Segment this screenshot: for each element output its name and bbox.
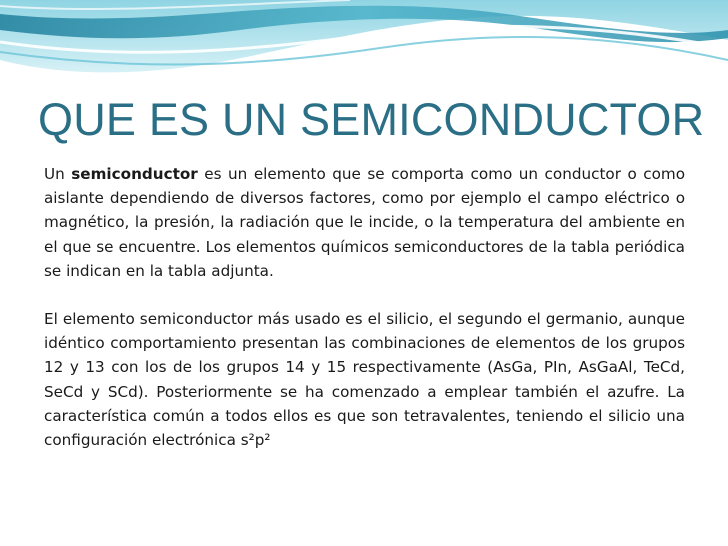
body-text: [44, 162, 685, 452]
paragraph-definition: [44, 162, 685, 283]
slide-title: QUE ES UN SEMICONDUCTOR: [38, 94, 705, 145]
paragraph-elements: El elemento semiconductor más usado es el silicio, el segundo el germanio, aunque idéntico comportamiento presentan las combinaciones de elementos de los grupos 12 y 13 con los de los grupos 14 y 15 respectivamente (AsGa, PIn, AsGaAl, TeCd, SeCd y SCd). Posteriormente se ha comenzado a emplear también el azufre. La característica común a todos ellos es que son tetravalentes, teniendo el silicio una configuración electrónica s²p²: [44, 310, 685, 450]
paragraph-definition-text: es un elemento que se comporta como un conductor o como aislante dependiendo de diversos factores, como por ejemplo el campo eléctrico o magnético, la presión, la radiación que le incide, o la temperatura del ambiente en el que se encuentre. Los elementos químicos semiconductores de la tabla periódica se indican en la tabla adjunta.: [44, 165, 685, 280]
paragraph-lead: Un: [44, 165, 72, 183]
term-semiconductor: semiconductor: [71, 165, 198, 183]
decorative-wave-header: [0, 0, 728, 90]
